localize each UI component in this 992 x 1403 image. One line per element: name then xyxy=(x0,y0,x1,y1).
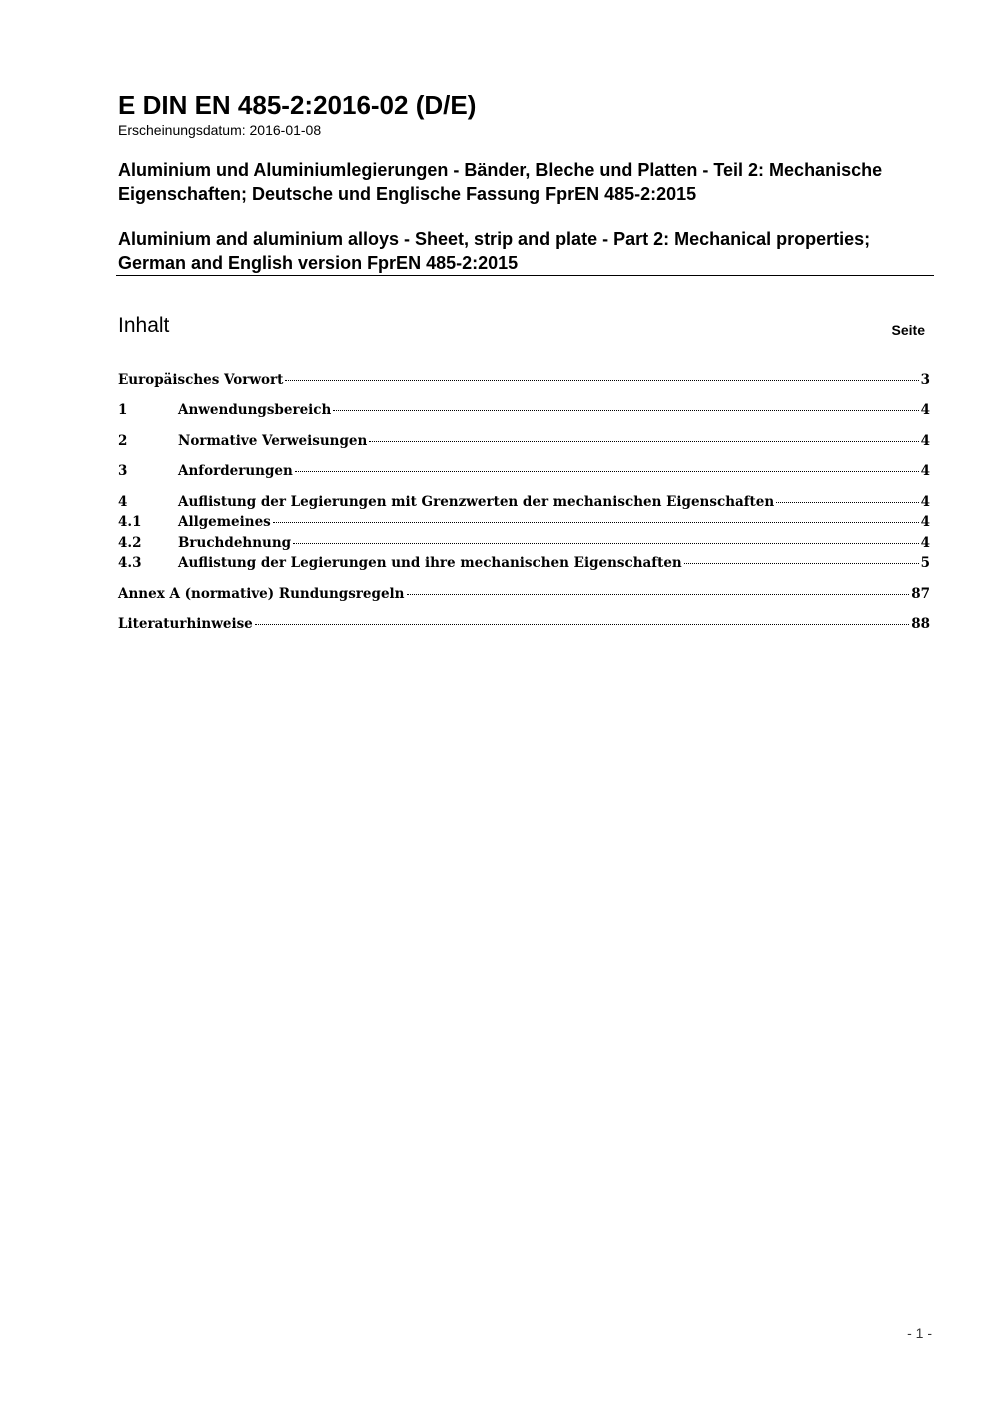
toc-entry-page: 4 xyxy=(920,494,930,510)
toc-entry-number: 4.3 xyxy=(118,555,142,571)
toc-entry-text: Annex A (normative) Rundungsregeln xyxy=(118,586,405,602)
toc-entry-text: Literaturhinweise xyxy=(118,616,253,632)
toc-leader xyxy=(407,594,910,595)
toc-entry-number: 4 xyxy=(118,494,128,510)
toc-entry[interactable] xyxy=(118,402,930,422)
toc-entry-text: Anwendungsbereich xyxy=(178,402,332,418)
toc-entry-page: 4 xyxy=(920,514,930,530)
toc-entry-text: Auflistung der Legierungen mit Grenzwerten der mechanischen Eigenschaften xyxy=(178,494,775,510)
toc-entry-page: 88 xyxy=(911,616,930,632)
toc-entry[interactable] xyxy=(118,535,930,555)
toc-entry-text: Bruchdehnung xyxy=(178,535,292,551)
toc-entry[interactable] xyxy=(118,433,930,453)
toc-entry-text: Anforderungen xyxy=(178,463,293,479)
issue-date: Erscheinungsdatum: 2016-01-08 xyxy=(118,122,322,138)
toc-leader xyxy=(776,502,918,503)
toc-entry[interactable] xyxy=(118,372,930,392)
toc-entry-page: 4 xyxy=(920,402,930,418)
toc-entry-number: 1 xyxy=(118,402,128,418)
toc-entry-text: Europäisches Vorwort xyxy=(118,372,284,388)
toc-entry[interactable] xyxy=(118,555,930,575)
page-number: - 1 - xyxy=(907,1325,932,1341)
toc-entry[interactable] xyxy=(118,586,930,606)
toc-leader xyxy=(285,380,918,381)
toc-entry-page: 4 xyxy=(920,433,930,449)
toc-entry-page: 5 xyxy=(920,555,930,571)
toc-leader xyxy=(333,410,918,411)
document-id: E DIN EN 485-2:2016-02 (D/E) xyxy=(118,90,477,120)
toc-entry-number: 4.1 xyxy=(118,514,142,530)
toc-leader xyxy=(684,563,919,564)
toc-entry-page: 4 xyxy=(920,463,930,479)
toc-entry-page: 87 xyxy=(911,586,930,602)
toc-entry[interactable] xyxy=(118,494,930,514)
toc-entry-number: 2 xyxy=(118,433,128,449)
toc-leader xyxy=(293,543,918,544)
toc-heading: Inhalt xyxy=(118,314,170,337)
toc-leader xyxy=(255,624,909,625)
header-divider xyxy=(116,275,934,276)
toc-leader xyxy=(295,471,919,472)
title-german: Aluminium und Aluminiumlegierungen - Bänder, Bleche und Platten - Teil 2: Mechanische Eigenschaften; Deutsche und Englische Fassung FprEN 485-2:2015 xyxy=(118,160,883,204)
toc-entry[interactable] xyxy=(118,463,930,483)
toc-entry-text: Normative Verweisungen xyxy=(178,433,368,449)
toc-entry[interactable] xyxy=(118,616,930,636)
toc-leader xyxy=(369,441,918,442)
title-english: Aluminium and aluminium alloys - Sheet, strip and plate - Part 2: Mechanical properties; German and English version FprEN 485-2:2015 xyxy=(118,229,871,273)
toc-entry[interactable] xyxy=(118,514,930,534)
toc-leader xyxy=(273,522,919,523)
toc-entry-text: Allgemeines xyxy=(178,514,271,530)
toc-entry-page: 4 xyxy=(920,535,930,551)
toc-entry-number: 3 xyxy=(118,463,128,479)
toc-page-label: Seite xyxy=(891,322,925,338)
toc-entry-number: 4.2 xyxy=(118,535,142,551)
toc-entry-text: Auflistung der Legierungen und ihre mechanischen Eigenschaften xyxy=(178,555,682,571)
toc-entry-page: 3 xyxy=(920,372,930,388)
